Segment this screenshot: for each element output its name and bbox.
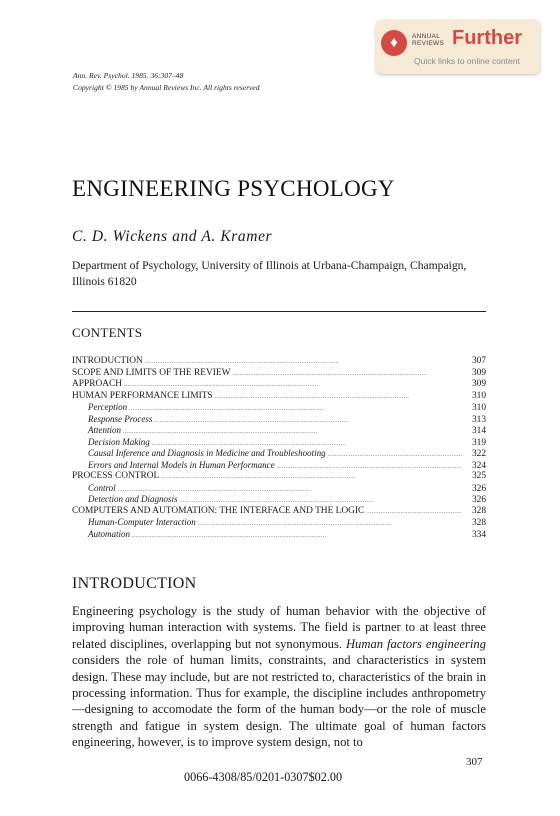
toc-page: 328 — [471, 518, 486, 528]
author-affiliation: Department of Psychology, University of Illinois at Urbana-Champaign, Champaign, Illinois 61820 — [72, 259, 467, 288]
table-of-contents — [72, 356, 486, 540]
body-text: considers the role of human limits, constraints, and characteristics in system design. These may include, but are not restricted to, characteristics of the brain in processing information. Thus for example, the discipline includes anthropometry—designing to accomodate the form of the human body—or the role of muscle strength and fatigue in system design. The ultimate goal of human factors engineering, however, is to improve system design, not to — [72, 653, 486, 750]
toc-subentry[interactable] — [72, 529, 486, 541]
contents-heading: CONTENTS — [72, 325, 143, 340]
toc-label: COMPUTERS AND AUTOMATION: THE INTERFACE AND THE LOGIC — [72, 505, 365, 516]
toc-page: 310 — [471, 403, 486, 413]
toc-label: SCOPE AND LIMITS OF THE REVIEW — [72, 367, 231, 378]
toc-page: 309 — [471, 367, 486, 378]
toc-label: HUMAN PERFORMANCE LIMITS — [72, 390, 213, 401]
publisher-line1: ANNUAL — [412, 33, 441, 40]
toc-label: Human-Computer Interaction — [88, 517, 196, 527]
further-banner[interactable] — [376, 20, 540, 74]
toc-label: Causal Inference and Diagnosis in Medicine and Troubleshooting — [88, 448, 326, 458]
toc-subentry[interactable] — [72, 414, 486, 426]
toc-label: Errors and Internal Models in Human Performance — [88, 459, 275, 470]
toc-entry[interactable] — [72, 379, 486, 391]
body-text: Engineering psychology is the study of human behavior with the objective of improving human interaction with systems. The field is partner to at least three related disciplines, overlapping but not synonymous. — [72, 604, 486, 651]
toc-page: 309 — [471, 379, 486, 389]
body-paragraph — [72, 603, 486, 751]
publisher-name — [412, 33, 444, 47]
toc-page: 325 — [471, 471, 486, 481]
quick-links-text: Quick links to online content — [414, 56, 520, 66]
toc-subentry[interactable] — [72, 494, 486, 506]
toc-page: 326 — [471, 483, 486, 494]
toc-label: Attention — [88, 425, 121, 435]
toc-label: Control — [88, 482, 116, 493]
copyright-line: Copyright © 1985 by Annual Reviews Inc. All rights reserved — [73, 83, 260, 92]
further-title: Further — [452, 27, 522, 49]
toc-page: 319 — [471, 437, 486, 448]
toc-label: Perception — [88, 402, 128, 412]
toc-entry[interactable] — [72, 471, 486, 483]
publisher-line2: REVIEWS — [412, 40, 445, 47]
toc-page: 334 — [471, 529, 486, 540]
toc-page: 328 — [471, 505, 486, 516]
toc-label: Decision Making — [88, 436, 150, 447]
body-text-italic: Human factors engineering — [345, 636, 487, 651]
toc-subentry[interactable] — [72, 448, 486, 460]
annual-reviews-logo-icon: ♦ — [381, 30, 407, 56]
toc-entry[interactable] — [72, 368, 486, 380]
toc-subentry[interactable] — [72, 483, 486, 495]
toc-page: 322 — [471, 449, 486, 459]
toc-page: 307 — [471, 356, 486, 366]
toc-page: 314 — [471, 426, 486, 436]
citation-line: Ann. Rev. Psychol. 1985. 36:307–48 — [73, 71, 184, 80]
toc-page: 313 — [471, 414, 486, 425]
article-authors: C. D. Wickens and A. Kramer — [72, 228, 273, 245]
toc-subentry[interactable] — [72, 517, 486, 529]
toc-subentry[interactable] — [72, 460, 486, 472]
toc-label: INTRODUCTION — [72, 356, 143, 366]
article-title: ENGINEERING PSYCHOLOGY — [72, 176, 395, 201]
toc-entry[interactable] — [72, 391, 486, 403]
toc-label: Response Process — [88, 413, 153, 424]
page-number: 307 — [466, 756, 483, 768]
toc-label: Automation — [88, 528, 130, 539]
toc-label: Detection and Diagnosis — [88, 494, 178, 504]
toc-page: 326 — [471, 495, 486, 505]
divider — [72, 311, 486, 312]
toc-label: PROCESS CONTROL — [72, 471, 160, 481]
toc-subentry[interactable] — [72, 425, 486, 437]
toc-subentry[interactable] — [72, 437, 486, 449]
section-heading: INTRODUCTION — [72, 575, 197, 592]
footer-code: 0066-4308/85/0201-0307$02.00 — [184, 770, 343, 784]
toc-entry[interactable] — [72, 506, 486, 518]
toc-leader — [132, 529, 462, 543]
toc-page: 324 — [471, 460, 486, 471]
toc-subentry[interactable] — [72, 402, 486, 414]
toc-label: APPROACH — [72, 379, 123, 389]
toc-page: 310 — [471, 390, 486, 401]
toc-entry[interactable] — [72, 356, 486, 368]
